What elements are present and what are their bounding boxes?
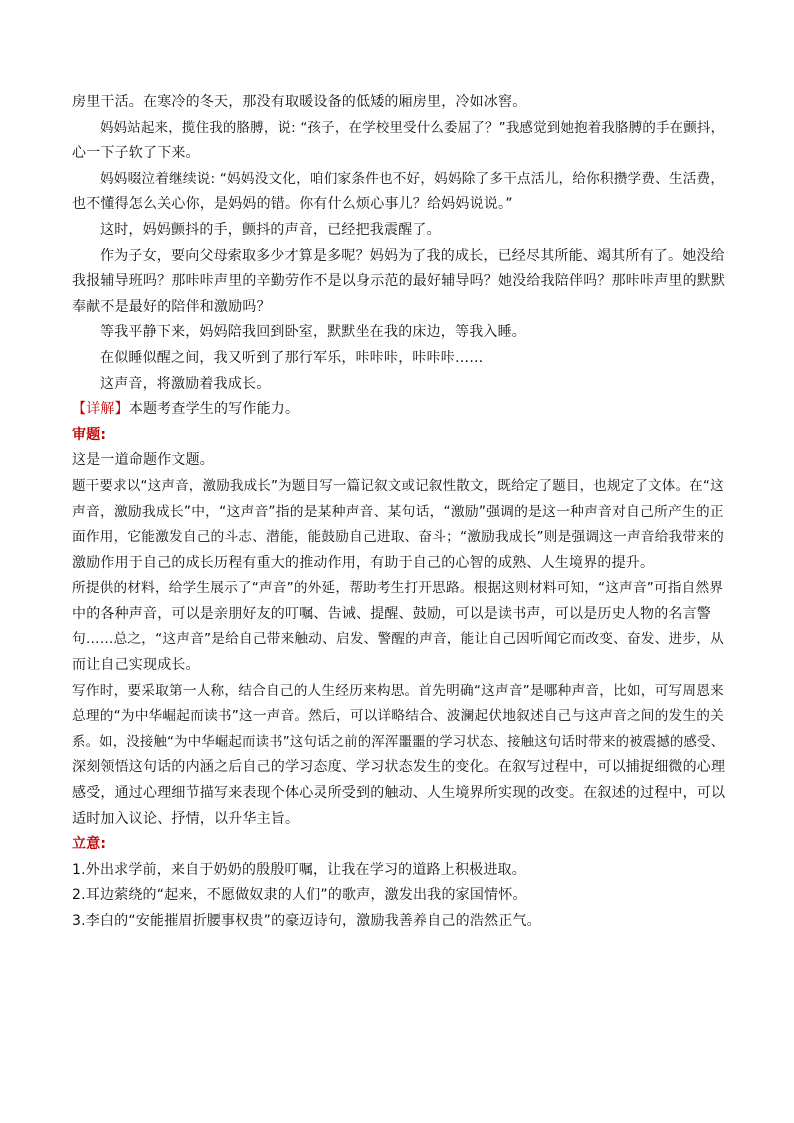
detail-label: 【详解】 <box>72 401 129 418</box>
story-line: 作为子女，要向父母索取多少才算是多呢？妈妈为了我的成长，已经尽其所能、竭其所有了。她没给 <box>100 247 725 264</box>
story-line: 房里干活。在寒冷的冬天，那没有取暖设备的低矮的厢房里，冷如冰窖。 <box>72 94 527 110</box>
liyi-line: 2.耳边萦绕的“起来，不愿做奴隶的人们”的歌声，激发出我的家国情怀。 <box>72 887 527 904</box>
story-line: 在似睡似醒之间，我又听到了那行军乐，咔咔咔，咔咔咔…… <box>100 349 484 366</box>
shenti-line: 这是一道命题作文题。 <box>72 452 214 469</box>
liyi-body <box>72 858 724 935</box>
story-line: 妈妈啜泣着继续说: “妈妈没文化，咱们家条件也不好，妈妈除了多干点活儿，给你积攒学费、生活费， <box>100 170 725 187</box>
story-line: 我报辅导班吗？那咔咔声里的辛勤劳作不是以身示范的最好辅导吗？她没给我陪伴吗？那咔咔声里的默默 <box>72 273 726 290</box>
story-line: 也不懂得怎么关心你，是妈妈的错。你有什么烦心事儿？给妈妈说说。” <box>72 196 513 213</box>
shenti-body <box>72 448 724 832</box>
shenti-line: 感受，通过心理细节描写来表现个体心灵所受到的触动、人生境界所实现的改变。在叙述的过程中，可以 <box>72 785 726 802</box>
story-text <box>72 90 724 397</box>
shenti-line: 句……总之，“这声音”是给自己带来触动、启发、警醒的声音，能让自己因听闻它而改变、奋发、进步，从 <box>72 631 724 648</box>
shenti-line: 适时加入议论、抒情，以升华主旨。 <box>72 810 300 827</box>
shenti-line: 所提供的材料，给学生展示了“声音”的外延，帮助考生打开思路。根据这则材料可知，“这声音”可指自然界 <box>72 580 724 597</box>
shenti-heading: 审题: <box>72 426 107 443</box>
story-line: 这时，妈妈颤抖的手，颤抖的声音，已经把我震醒了。 <box>100 221 441 238</box>
story-line: 这声音，将激励着我成长。 <box>100 375 271 392</box>
shenti-line: 写作时，要采取第一人称，结合自己的人生经历来构思。首先明确“这声音”是哪种声音，比如，可写周恩来 <box>72 682 724 699</box>
shenti-line: 而让自己实现成长。 <box>72 657 200 674</box>
liyi-heading: 立意: <box>72 836 107 853</box>
story-line: 心一下子软了下来。 <box>72 145 200 162</box>
detail-text: 本题考查学生的写作能力。 <box>128 401 300 418</box>
document-page <box>72 90 724 935</box>
story-line: 奉献不是最好的陪伴和激励吗？ <box>72 298 271 315</box>
story-line: 妈妈站起来，揽住我的胳膊，说: “孩子，在学校里受什么委屈了？”我感觉到她抱着我胳膊的手在颤抖， <box>100 120 725 136</box>
shenti-line: 总理的“为中华崛起而读书”这一声音。然后，可以详略结合、波澜起伏地叙述自己与这声音之间的发生的关 <box>72 708 724 725</box>
story-line: 等我平静下来，妈妈陪我回到卧室，默默坐在我的床边，等我入睡。 <box>100 324 526 341</box>
shenti-line: 声音，激励我成长”中，“这声音”指的是某种声音、某句话，“激励”强调的是这一种声音对自己所产生的正 <box>72 503 724 520</box>
liyi-line: 1.外出求学前，来自于奶奶的殷殷叮嘱，让我在学习的道路上积极进取。 <box>72 861 526 878</box>
shenti-line: 题干要求以“这声音，激励我成长”为题目写一篇记叙文或记叙性散文，既给定了题目，也规定了文体。在“这 <box>72 477 724 494</box>
shenti-line: 深刻领悟这句话的内涵之后自己的学习态度、学习状态发生的变化。在叙写过程中，可以捕捉细微的心理 <box>72 759 726 776</box>
shenti-line: 中的各种声音，可以是亲朋好友的叮嘱、告诫、提醒、鼓励，可以是读书声，可以是历史人物的名言警 <box>72 605 711 622</box>
shenti-line: 系。如，没接触“为中华崛起而读书”这句话之前的浑浑噩噩的学习状态、接触这句话时带来的被震撼的感受、 <box>72 734 725 750</box>
liyi-line: 3.李白的“安能摧眉折腰事权贵”的豪迈诗句，激励我善养自己的浩然正气。 <box>72 913 541 929</box>
shenti-line: 面作用，它能激发自己的斗志、潜能，能鼓励自己进取、奋斗；“激励我成长”则是强调这一声音给我带来的 <box>72 529 724 546</box>
detail-line <box>72 397 724 423</box>
shenti-line: 激励作用于自己的成长历程有重大的推动作用，有助于自己的心智的成熟、人生境界的提升。 <box>72 554 655 571</box>
